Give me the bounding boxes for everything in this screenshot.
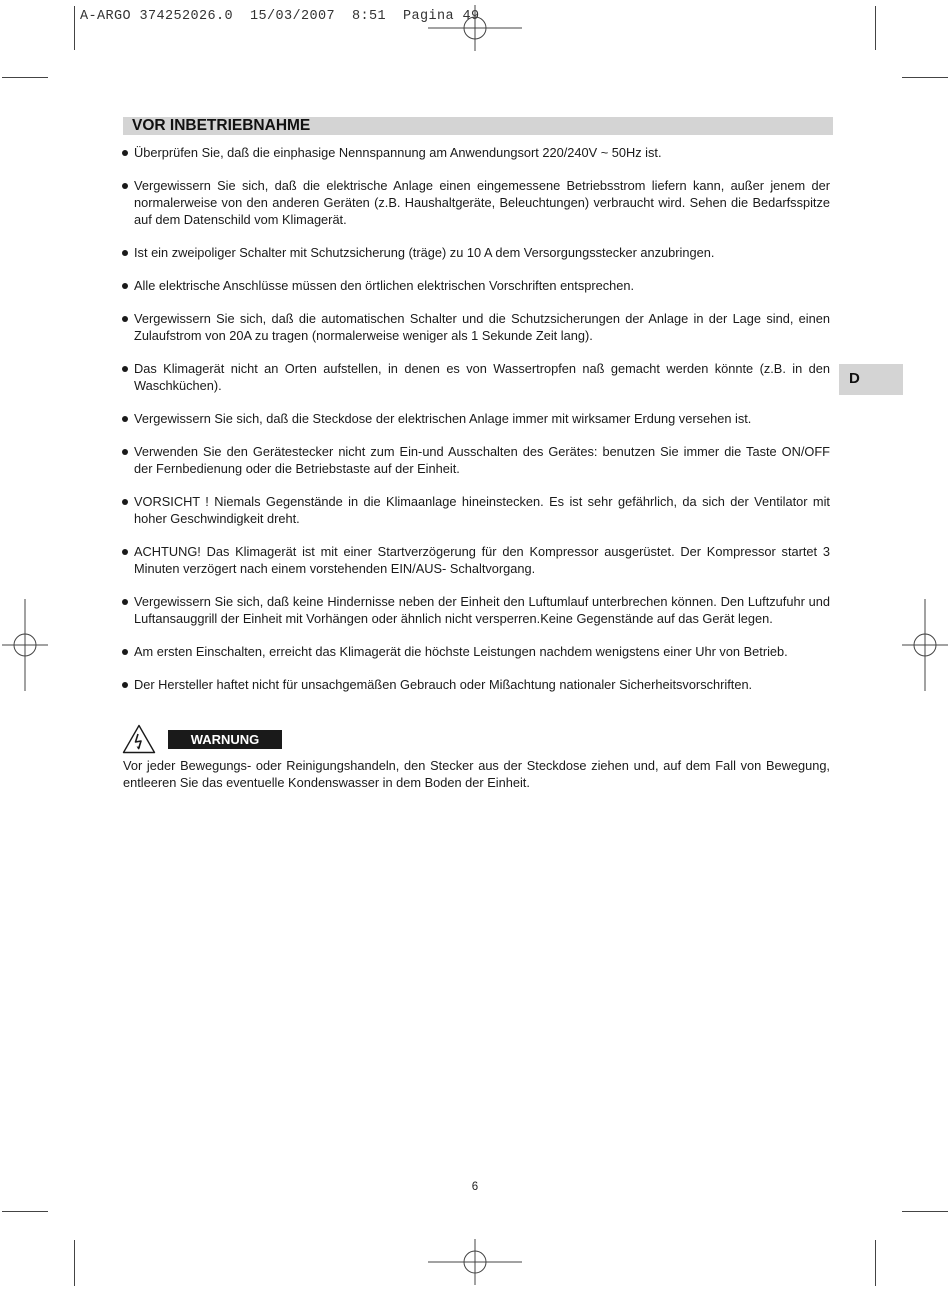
crop-mark <box>2 1211 48 1212</box>
section-heading <box>123 117 833 135</box>
crop-mark <box>875 6 876 50</box>
bullet-dot-icon <box>122 549 128 555</box>
crop-mark <box>875 1240 876 1286</box>
list-item: VORSICHT ! Niemals Gegenstände in die Klimaanlage hineinstecken. Es ist sehr gefährlich, da sich der Ventilator mit hoher Geschwindigkeit dreht. <box>122 493 830 527</box>
list-item: Vergewissern Sie sich, daß die automatischen Schalter und die Schutzsicherungen der Anlage in der Lage sind, einen Zulaufstrom von 20A zu tragen (normalerweise weniger als 1 Sekunde Zeit lang). <box>122 310 830 344</box>
crop-mark <box>2 77 48 78</box>
bullet-dot-icon <box>122 682 128 688</box>
bullet-dot-icon <box>122 283 128 289</box>
warning-text: Vor jeder Bewegungs- oder Reinigungshandeln, den Stecker aus der Steckdose ziehen und, auf dem Fall von Bewegung, entleeren Sie das eventuelle Kondenswasser in dem Boden der Einheit. <box>123 758 830 790</box>
electric-hazard-icon <box>122 724 156 754</box>
crop-mark <box>902 77 948 78</box>
crop-mark <box>902 1211 948 1212</box>
bullet-dot-icon <box>122 649 128 655</box>
bullet-dot-icon <box>122 150 128 156</box>
list-item: Vergewissern Sie sich, daß die Steckdose der elektrischen Anlage immer mit wirksamer Erdung versehen ist. <box>122 410 830 427</box>
list-item: Verwenden Sie den Gerätestecker nicht zum Ein-und Ausschalten des Gerätes: benutzen Sie immer die Taste ON/OFF der Fernbedienung oder die Betriebstaste auf der Einheit. <box>122 443 830 477</box>
language-tab-label: D <box>849 370 860 387</box>
registration-mark-icon <box>2 599 48 691</box>
list-item: ACHTUNG! Das Klimagerät ist mit einer Startverzögerung für den Kompressor ausgerüstet. Der Kompressor startet 3 Minuten verzögert nach einem vorstehenden EIN/AUS- Schaltvorgang. <box>122 543 830 577</box>
crop-mark <box>74 1240 75 1286</box>
bullet-dot-icon <box>122 183 128 189</box>
bullet-dot-icon <box>122 499 128 505</box>
bullet-dot-icon <box>122 316 128 322</box>
bullet-dot-icon <box>122 366 128 372</box>
bullet-dot-icon <box>122 449 128 455</box>
list-item: Am ersten Einschalten, erreicht das Klimagerät die höchste Leistungen nachdem wenigstens einer Uhr von Betrieb. <box>122 643 830 660</box>
page-number: 6 <box>471 1181 479 1193</box>
precautions-list <box>122 144 830 693</box>
list-item: Vergewissern Sie sich, daß keine Hindernisse neben der Einheit den Luftumlauf unterbrechen können. Den Luftzufuhr und Luftansauggrill der Einheit mit Vorhängen oder ähnlich nicht versperren.Keine Gegenstände auf das Gerät legen. <box>122 593 830 627</box>
bullet-dot-icon <box>122 250 128 256</box>
section-title: VOR INBETRIEBNAHME <box>132 117 311 134</box>
list-item: Der Hersteller haftet nicht für unsachgemäßen Gebrauch oder Mißachtung nationaler Sicherheitsvorschriften. <box>122 676 830 693</box>
registration-mark-icon <box>428 5 522 51</box>
registration-mark-icon <box>902 599 948 691</box>
list-item: Das Klimagerät nicht an Orten aufstellen, in denen es von Wassertropfen naß gemacht werden könnte (z.B. in den Waschküchen). <box>122 360 830 394</box>
bullet-dot-icon <box>122 416 128 422</box>
language-tab <box>839 364 903 395</box>
list-item: Überprüfen Sie, daß die einphasige Nennspannung am Anwendungsort 220/240V ~ 50Hz ist. <box>122 144 830 161</box>
registration-mark-icon <box>428 1239 522 1285</box>
print-slug: A-ARGO 374252026.0 15/03/2007 8:51 Pagina 49 <box>80 9 480 24</box>
warning-label: WARNUNG <box>168 730 282 749</box>
bullet-dot-icon <box>122 599 128 605</box>
list-item: Ist ein zweipoliger Schalter mit Schutzsicherung (träge) zu 10 A dem Versorgungsstecker anzubringen. <box>122 244 830 261</box>
crop-mark <box>74 6 75 50</box>
list-item: Alle elektrische Anschlüsse müssen den örtlichen elektrischen Vorschriften entsprechen. <box>122 277 830 294</box>
list-item: Vergewissern Sie sich, daß die elektrische Anlage einen eingemessene Betriebsstrom liefern kann, außer jenem der normalerweise von den anderen Geräten (z.B. Haushaltgeräte, Beleuchtungen) verbraucht wird. Sehen die Bedarfsspitze auf dem Datenschild vom Klimagerät. <box>122 177 830 228</box>
